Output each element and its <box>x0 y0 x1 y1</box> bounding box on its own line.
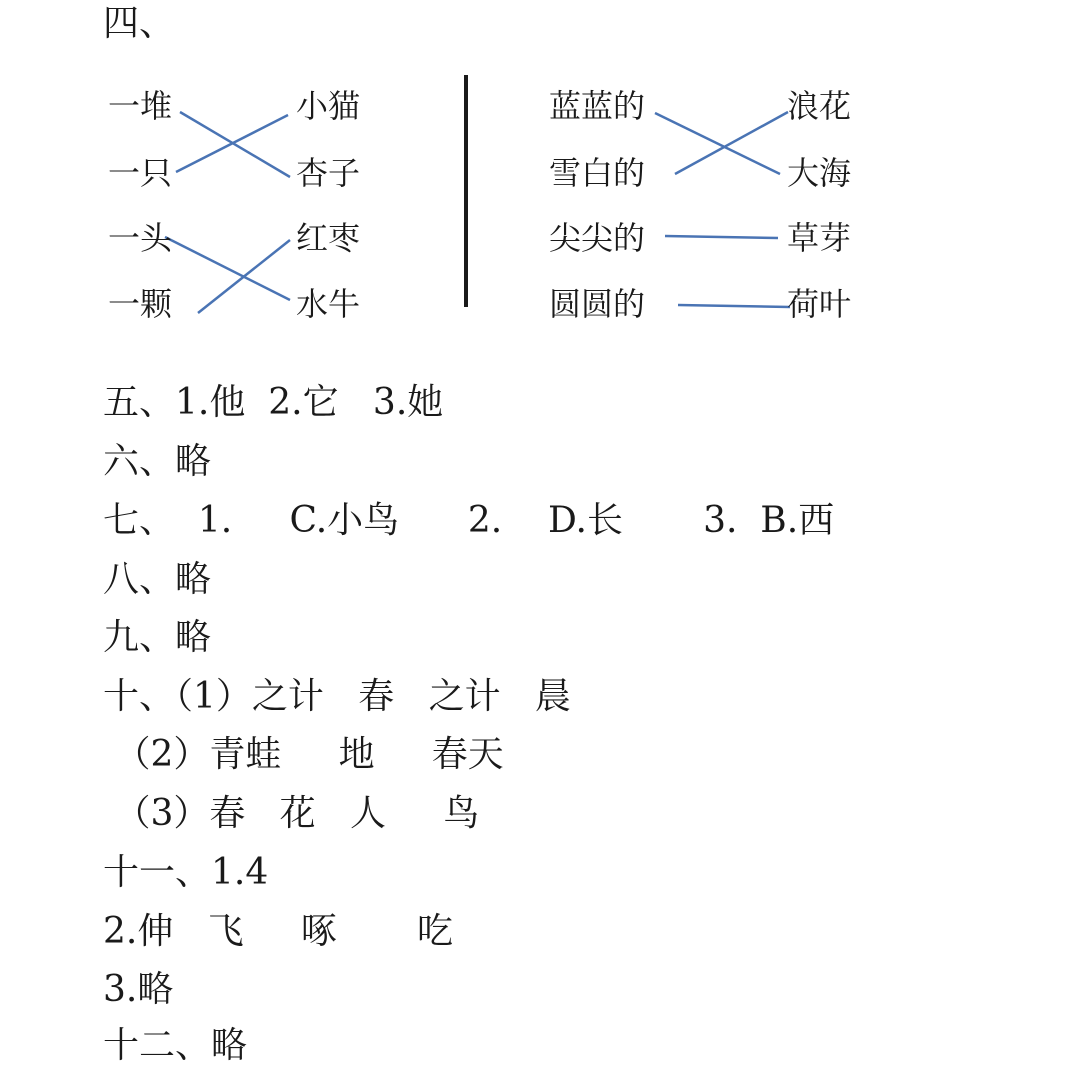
answer-section-9: 九、略 <box>103 617 212 658</box>
answer-section-8: 八、略 <box>103 559 212 600</box>
match-line-yike-hongzao <box>198 240 290 313</box>
noun-word: 草芽 <box>787 219 852 257</box>
answer-section-10-part-2: （2）青蛙 地 春天 <box>103 734 504 775</box>
adjective-word: 蓝蓝的 <box>549 87 646 125</box>
answer-section-10-part-3: （3）春 花 人 鸟 <box>103 793 480 834</box>
match-line-xuebai-langhua <box>675 112 788 174</box>
match-line-yizhi-xiaomao <box>176 115 288 172</box>
adjective-word: 尖尖的 <box>549 219 646 257</box>
match-line-lanlan-dahai <box>655 113 780 174</box>
quantifier-word: 一堆 <box>108 87 173 125</box>
adjective-word: 圆圆的 <box>549 285 646 323</box>
noun-word: 大海 <box>787 154 852 192</box>
quantifier-word: 一只 <box>108 154 173 192</box>
adjective-word: 雪白的 <box>549 154 646 192</box>
noun-word: 杏子 <box>296 154 361 192</box>
answer-section-11-part-3: 3.略 <box>103 969 174 1010</box>
noun-word: 水牛 <box>296 285 361 323</box>
noun-word: 荷叶 <box>787 285 852 323</box>
noun-word: 浪花 <box>787 87 852 125</box>
noun-word: 红枣 <box>296 219 361 257</box>
answer-section-6: 六、略 <box>103 441 212 482</box>
answer-section-5: 五、1.他 2.它 3.她 <box>103 382 444 423</box>
answer-section-11: 十一、1.4 <box>103 852 269 893</box>
noun-word: 小猫 <box>296 87 361 125</box>
quantifier-word: 一头 <box>108 219 173 257</box>
match-line-jianjian-caoya <box>665 236 778 238</box>
section-4-heading: 四、 <box>103 3 176 44</box>
quantifier-word: 一颗 <box>108 285 173 323</box>
answer-section-12: 十二、略 <box>103 1025 248 1066</box>
answer-section-11-part-2: 2.伸 飞 啄 吃 <box>103 911 453 952</box>
answer-section-7: 七、 1. C.小鸟 2. D.长 3. B.西 <box>103 500 835 541</box>
answer-section-10: 十、（1）之计 春 之计 晨 <box>103 676 571 717</box>
match-line-yuanyuan-heye <box>678 305 790 307</box>
